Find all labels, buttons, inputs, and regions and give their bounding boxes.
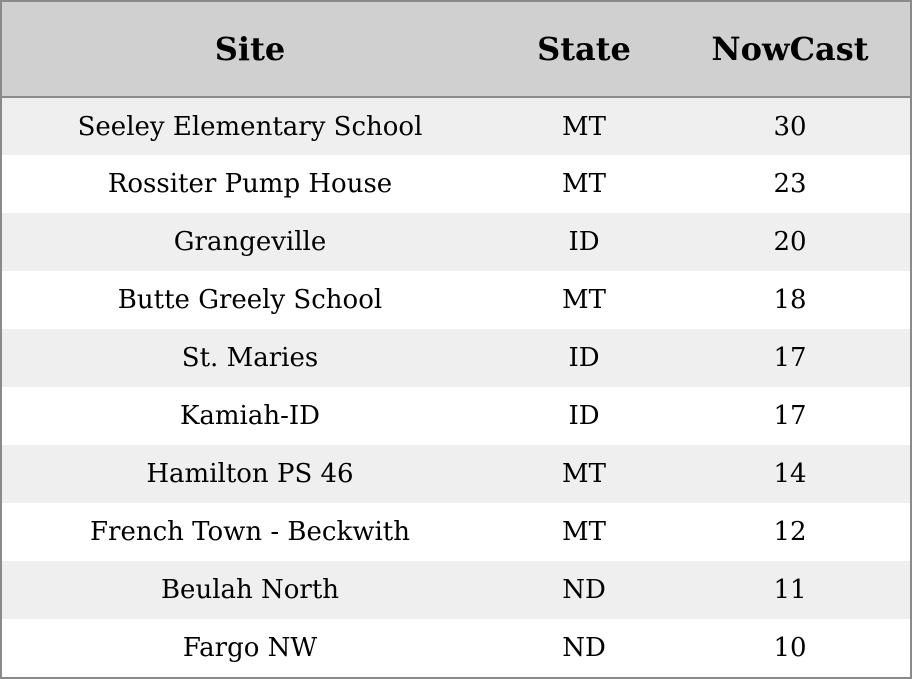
cell-nowcast: 12 bbox=[773, 517, 807, 547]
cell-nowcast: 30 bbox=[773, 111, 807, 142]
cell-nowcast: 17 bbox=[773, 401, 807, 431]
cell-state: ND bbox=[562, 633, 606, 663]
cell-nowcast: 17 bbox=[773, 343, 807, 373]
cell-state: MT bbox=[562, 459, 606, 489]
cell-state: ND bbox=[562, 575, 606, 605]
table-row bbox=[2, 329, 910, 387]
cell-state: MT bbox=[562, 111, 606, 142]
cell-site: French Town - Beckwith bbox=[89, 517, 411, 547]
table-row bbox=[2, 619, 910, 677]
cell-nowcast: 20 bbox=[773, 227, 807, 257]
table-row bbox=[2, 97, 910, 155]
cell-state: MT bbox=[562, 285, 606, 315]
table-body bbox=[2, 97, 910, 677]
cell-nowcast: 23 bbox=[773, 169, 807, 199]
table-row bbox=[2, 503, 910, 561]
table-row bbox=[2, 387, 910, 445]
cell-site: Seeley Elementary School bbox=[77, 111, 423, 142]
table-row bbox=[2, 561, 910, 619]
cell-nowcast: 11 bbox=[773, 575, 807, 605]
cell-nowcast: 18 bbox=[773, 285, 807, 315]
header-row bbox=[2, 2, 910, 97]
table-row bbox=[2, 155, 910, 213]
cell-site: Hamilton PS 46 bbox=[146, 459, 354, 489]
cell-state: MT bbox=[562, 169, 606, 199]
column-header-nowcast: NowCast bbox=[711, 30, 869, 68]
cell-site: Kamiah-ID bbox=[179, 401, 321, 431]
cell-site: Fargo NW bbox=[182, 633, 318, 663]
cell-site: Beulah North bbox=[160, 575, 340, 605]
cell-site: Grangeville bbox=[173, 227, 327, 257]
table-row bbox=[2, 271, 910, 329]
table-header bbox=[2, 2, 910, 97]
cell-site: Rossiter Pump House bbox=[107, 169, 393, 199]
cell-site: Butte Greely School bbox=[117, 285, 383, 315]
cell-nowcast: 14 bbox=[773, 459, 807, 489]
cell-nowcast: 10 bbox=[773, 633, 807, 663]
table-row bbox=[2, 213, 910, 271]
cell-state: ID bbox=[568, 227, 600, 257]
data-table bbox=[2, 2, 910, 677]
cell-state: MT bbox=[562, 517, 606, 547]
cell-state: ID bbox=[568, 401, 600, 431]
cell-state: ID bbox=[568, 343, 600, 373]
column-header-state: State bbox=[537, 30, 631, 68]
table-row bbox=[2, 445, 910, 503]
cell-site: St. Maries bbox=[181, 343, 319, 373]
column-header-site: Site bbox=[214, 30, 286, 68]
